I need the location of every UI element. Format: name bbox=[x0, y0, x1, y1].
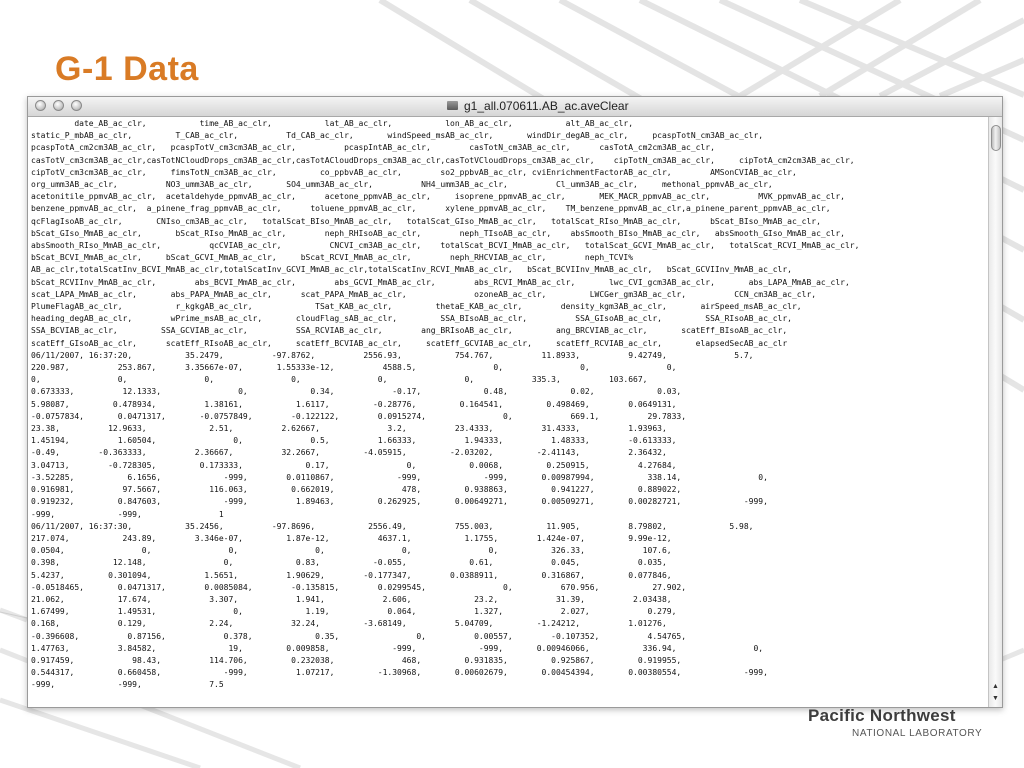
file-line: -0.396608, 0.87156, 0.378, 0.35, 0, 0.00557, -0.107352, 4.54765, bbox=[31, 631, 687, 641]
file-line: acetonitile_ppmvAB_ac_clr, acetaldehyde_ppmvAB_ac_clr, acetone_ppmvAB_ac_clr, isoprene_ppmvAB_ac_clr, MEK_MACR_ppmvAB_ac_clr, MVK_ppmvAB_ac_clr, bbox=[31, 192, 845, 202]
file-line: absSmooth_RIso_MmAB_ac_clr, qcCVIAB_ac_clr, CNCVI_cm3AB_ac_clr, totalScat_BCVI_MmAB_ac_clr, totalScat_GCVI_MmAB_ac_clr, totalScat_RCVI_MmAB_ac_clr, bbox=[31, 241, 860, 251]
window-titlebar[interactable] bbox=[28, 97, 1002, 117]
minimize-window-button[interactable] bbox=[53, 100, 64, 111]
file-line: benzene_ppmvAB_ac_clr, a_pinene_frag_ppmvAB_ac_clr, toluene_ppmvAB_ac_clr, xylene_ppmvAB_ac_clr, TM_benzene_ppmvAB_ac_clr,a_pinene_parent_ppmvAB_ac_clr, bbox=[31, 204, 831, 214]
file-content-area[interactable] bbox=[28, 117, 988, 707]
file-line: 0.919232, 0.847603, -999, 1.89463, 0.262925, 0.00649271, 0.00509271, 0.00282721, -999, bbox=[31, 497, 768, 507]
file-line: 0.168, 0.129, 2.24, 32.24, -3.68149, 5.04709, -1.24212, 1.01276, bbox=[31, 619, 667, 629]
file-line: date_AB_ac_clr, time_AB_ac_clr, lat_AB_ac_clr, lon_AB_ac_clr, alt_AB_ac_clr, bbox=[74, 119, 634, 128]
file-line: -999, -999, 7.5 bbox=[31, 680, 224, 690]
file-line: casTotV_cm3cm3AB_ac_clr,casTotNCloudDrops_cm3AB_ac_clr,casTotACloudDrops_cm3AB_ac_clr,casTotVCloudDrops_cm3AB_ac_clr, cipTotN_cm3AB_ac_clr, cipTotA_cm2cm3AB_ac_clr, bbox=[31, 155, 855, 165]
file-line: scat_LAPA_MmAB_ac_clr, abs_PAPA_MmAB_ac_clr, scat_PAPA_MmAB_ac_clr, ozoneAB_ac_clr, LWCGer_gm3AB_ac_clr, CCN_cm3AB_ac_clr, bbox=[31, 289, 817, 299]
file-line: 217.074, 243.89, 3.346e-07, 1.87e-12, 4637.1, 1.1755, 1.424e-07, 9.99e-12, bbox=[31, 533, 672, 543]
vertical-scrollbar[interactable] bbox=[988, 117, 1002, 707]
file-line: 0.917459, 98.43, 114.706, 0.232038, 468, 0.931835, 0.925867, 0.919955, bbox=[31, 655, 682, 665]
file-line: org_umm3AB_ac_clr, NO3_umm3AB_ac_clr, SO4_umm3AB_ac_clr, NH4_umm3AB_ac_clr, Cl_umm3AB_ac_clr, methonal_ppmvAB_ac_clr, bbox=[31, 180, 773, 190]
file-line: 5.4237, 0.301094, 1.5651, 1.90629, -0.177347, 0.0388911, 0.316867, 0.077846, bbox=[31, 570, 672, 580]
file-line: heading_degAB_ac_clr, wPrime_msAB_ac_clr, cloudFlag_sAB_ac_clr, SSA_BIsoAB_ac_clr, SSA_GIsoAB_ac_clr, SSA_RIsoAB_ac_clr, bbox=[31, 314, 792, 324]
file-line: -999, -999, 1 bbox=[31, 509, 224, 519]
zoom-window-button[interactable] bbox=[71, 100, 82, 111]
file-line: 0.544317, 0.660458, -999, 1.07217, -1.30968, 0.00602679, 0.00454394, 0.00380554, -999, bbox=[31, 668, 768, 678]
file-line: 06/11/2007, 16:37:20, 35.2479, -97.8762, 2556.93, 754.767, 11.8933, 9.42749, 5.7, bbox=[31, 350, 754, 360]
file-line: 0.398, 12.148, 0, 0.83, -0.055, 0.61, 0.045, 0.035, bbox=[31, 558, 667, 568]
slide-title: G-1 Data bbox=[55, 50, 199, 88]
file-line: 0, 0, 0, 0, 0, 0, 335.3, 103.667, bbox=[31, 375, 648, 385]
file-line: 3.04713, -0.728305, 0.173333, 0.17, 0, 0.0068, 0.250915, 4.27684, bbox=[31, 460, 677, 470]
file-line: cipTotV_cm3cm3AB_ac_clr, fimsTotN_cm3AB_ac_clr, co_ppbvAB_ac_clr, so2_ppbvAB_ac_clr, cviEnrichmentFactorAB_ac_clr, AMSonCVIAB_ac_clr, bbox=[31, 167, 797, 177]
file-line: pcaspTotA_cm2cm3AB_ac_clr, pcaspTotV_cm3cm3AB_ac_clr, pcaspIntAB_ac_clr, casTotN_cm3AB_ac_clr, casTotA_cm2cm3AB_ac_clr, bbox=[31, 143, 715, 153]
scroll-down-arrow-icon[interactable]: ▼ bbox=[992, 695, 999, 702]
file-line: 21.062, 17.674, 3.307, 1.941, 2.606, 23.2, 31.39, 2.03438, bbox=[31, 594, 672, 604]
file-line: 1.67499, 1.49531, 0, 1.19, 0.064, 1.327, 2.027, 0.279, bbox=[31, 607, 677, 617]
file-line: static_P_mbAB_ac_clr, T_CAB_ac_clr, Td_CAB_ac_clr, windSpeed_msAB_ac_clr, windDir_degAB_ac_clr, pcaspTotN_cm3AB_ac_clr, bbox=[31, 131, 764, 141]
file-line: 0.916981, 97.5667, 116.063, 0.662019, 478, 0.938863, 0.941227, 0.889022, bbox=[31, 485, 682, 495]
file-line: 1.47763, 3.84582, 19, 0.009858, -999, -999, 0.00946066, 336.94, 0, bbox=[31, 643, 764, 653]
file-line: bScat_BCVI_MmAB_ac_clr, bScat_GCVI_MmAB_ac_clr, bScat_RCVI_MmAB_ac_clr, neph_RHCVIAB_ac_clr, neph_TCVI% bbox=[31, 253, 634, 263]
window-title: g1_all.070611.AB_ac.aveClear bbox=[464, 99, 629, 113]
file-line: -0.0518465, 0.0471317, 0.0085084, -0.135815, 0.0299545, 0, 670.956, 27.902, bbox=[31, 582, 687, 592]
file-line: 5.98087, 0.478934, 1.38161, 1.6117, -0.28776, 0.164541, 0.498469, 0.0649131, bbox=[31, 399, 677, 409]
file-line: -0.0757834, 0.0471317, -0.0757849, -0.122122, 0.0915274, 0, 669.1, 29.7833, bbox=[31, 411, 687, 421]
file-line: 1.45194, 1.60504, 0, 0.5, 1.66333, 1.94333, 1.48333, -0.613333, bbox=[31, 436, 677, 446]
scrollbar-thumb[interactable] bbox=[991, 125, 1001, 151]
file-line: -0.49, -0.363333, 2.36667, 32.2667, -4.05915, -2.03202, -2.41143, 2.36432, bbox=[31, 448, 667, 458]
file-line: -3.52285, 6.1656, -999, 0.0110867, -999, -999, 0.00987994, 338.14, 0, bbox=[31, 472, 768, 482]
scroll-up-arrow-icon[interactable]: ▲ bbox=[992, 683, 999, 690]
document-icon bbox=[447, 101, 458, 110]
file-line: PlumeFlagAB_ac_clr, r_kgkgAB_ac_clr, TSat_KAB_ac_clr, thetaE_KAB_ac_clr, density_kgm3AB_ac_clr, airSpeed_msAB_ac_clr, bbox=[31, 302, 802, 312]
file-line: 0.0504, 0, 0, 0, 0, 0, 326.33, 107.6, bbox=[31, 546, 672, 556]
file-line: qcFlagIsoAB_ac_clr, CNIso_cm3AB_ac_clr, totalScat_BIso_MmAB_ac_clr, totalScat_GIso_MmAB_ac_clr, totalScat_RIso_MmAB_ac_clr, bScat_BIso_MmAB_ac_clr, bbox=[31, 216, 821, 226]
file-line: bScat_GIso_MmAB_ac_clr, bScat_RIso_MmAB_ac_clr, neph_RHIsoAB_ac_clr, neph_TIsoAB_ac_clr, absSmooth_BIso_MmAB_ac_clr, absSmooth_GIso_MmAB_ac_clr, bbox=[31, 228, 845, 238]
file-line: 0.673333, 12.1333, 0, 0.34, -0.17, 0.48, 0.02, 0.03, bbox=[31, 387, 682, 397]
pnnl-logo bbox=[808, 706, 983, 739]
file-line: AB_ac_clr,totalScatInv_BCVI_MmAB_ac_clr,totalScatInv_GCVI_MmAB_ac_clr,totalScatInv_RCVI_MmAB_ac_clr, bScat_BCVIInv_MmAB_ac_clr, bScat_GCVIInv_MmAB_ac_clr, bbox=[31, 265, 792, 275]
close-window-button[interactable] bbox=[35, 100, 46, 111]
file-line: bScat_RCVIInv_MmAB_ac_clr, abs_BCVI_MmAB_ac_clr, abs_GCVI_MmAB_ac_clr, abs_RCVI_MmAB_ac_clr, lwc_CVI_gcm3AB_ac_clr, abs_LAPA_MmAB_ac_clr, bbox=[31, 277, 850, 287]
logo-subtitle: NATIONAL LABORATORY bbox=[852, 728, 983, 739]
file-line: 220.987, 253.867, 3.35667e-07, 1.55333e-12, 4588.5, 0, 0, 0, bbox=[31, 363, 677, 373]
file-line: scatEff_GIsoAB_ac_clr, scatEff_RIsoAB_ac_clr, scatEff_BCVIAB_ac_clr, scatEff_GCVIAB_ac_clr, scatEff_RCVIAB_ac_clr, elapsedSecAB_ac_clr bbox=[31, 338, 788, 348]
logo-name: Pacific Northwest bbox=[808, 706, 956, 725]
file-text bbox=[28, 117, 988, 692]
file-line: SSA_BCVIAB_ac_clr, SSA_GCVIAB_ac_clr, SSA_RCVIAB_ac_clr, ang_BRIsoAB_ac_clr, ang_BRCVIAB_ac_clr, scatEff_BIsoAB_ac_clr, bbox=[31, 326, 788, 336]
file-line: 06/11/2007, 16:37:30, 35.2456, -97.8696, 2556.49, 755.003, 11.905, 8.79802, 5.98, bbox=[31, 521, 754, 531]
file-line: 23.38, 12.9633, 2.51, 2.62667, 3.2, 23.4333, 31.4333, 1.93963, bbox=[31, 424, 667, 434]
text-editor-window bbox=[27, 96, 1003, 708]
